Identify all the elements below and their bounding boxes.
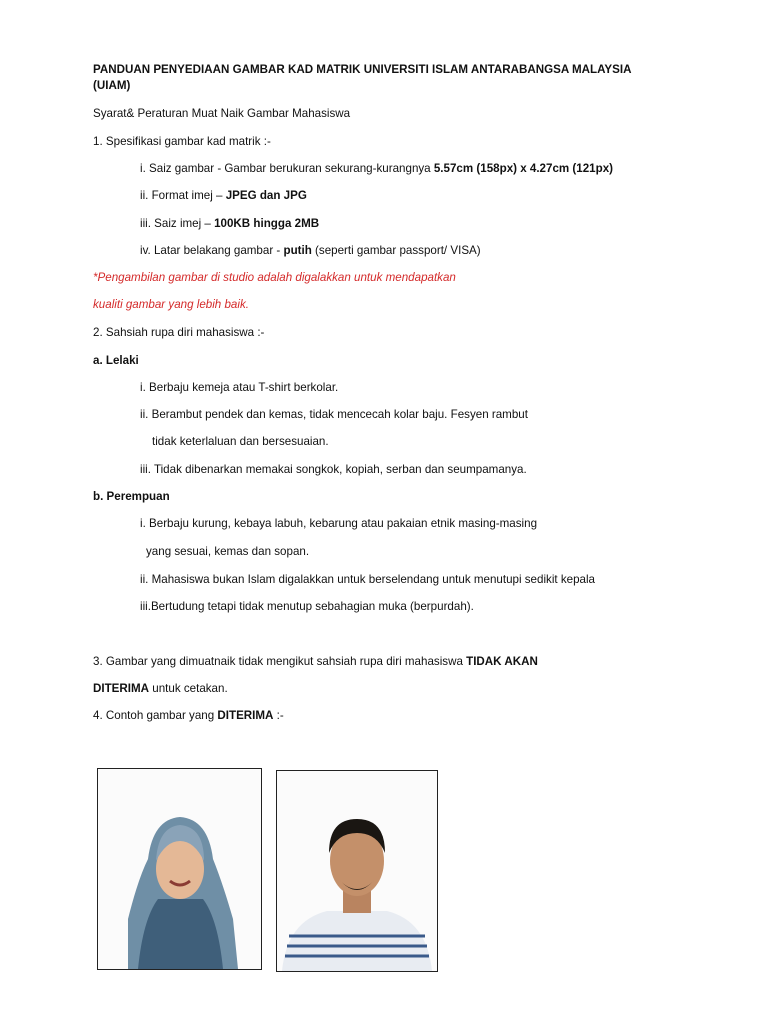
male-rule-2-cont: tidak keterlaluan dan bersesuaian. [152,435,329,448]
spec-format [140,189,307,203]
male-rule-2: ii. Berambut pendek dan kemas, tidak mencecah kolar baju. Fesyen rambut [140,408,528,421]
studio-note: *Pengambilan gambar di studio adalah digalakkan untuk mendapatkan [93,271,456,284]
text: iv. Latar belakang gambar - [140,244,284,257]
text: (seperti gambar passport/ VISA) [311,244,481,257]
text: 4. Contoh gambar yang [93,709,218,722]
male-rule-3: iii. Tidak dibenarkan memakai songkok, kopiah, serban dan seumpamanya. [140,463,527,476]
section-3-cont [93,682,228,696]
text-bold: JPEG dan JPG [225,189,307,202]
male-heading: a. Lelaki [93,354,139,367]
section-3 [93,655,538,669]
section-2-heading: 2. Sahsiah rupa diri mahasiswa :- [93,326,265,339]
female-rule-3: iii.Bertudung tetapi tidak menutup sebahagian muka (berpurdah). [140,600,474,613]
section-1-heading: 1. Spesifikasi gambar kad matrik :- [93,135,271,148]
text: :- [273,709,284,722]
sample-photo-male [276,770,438,972]
text-bold: 100KB hingga 2MB [214,217,320,230]
female-heading: b. Perempuan [93,490,170,503]
female-portrait-image [98,769,261,969]
female-rule-1: i. Berbaju kurung, kebaya labuh, kebarung atau pakaian etnik masing-masing [140,517,538,530]
section-4 [93,709,284,723]
doc-title: PANDUAN PENYEDIAAN GAMBAR KAD MATRIK UNIVERSITI ISLAM ANTARABANGSA MALAYSIA [93,63,632,76]
text-bold: DITERIMA [93,682,150,695]
male-portrait-image [277,771,437,971]
spec-filesize [140,217,319,231]
text-bold: putih [283,244,312,257]
male-rule-1: i. Berbaju kemeja atau T-shirt berkolar. [140,381,339,394]
text: untuk cetakan. [149,682,228,695]
spec-size [140,162,613,176]
text: ii. Format imej – [140,189,226,202]
subtitle: Syarat& Peraturan Muat Naik Gambar Mahasiswa [93,107,351,120]
text-bold: DITERIMA [217,709,274,722]
text-bold: 5.57cm (158px) x 4.27cm (121px) [433,162,614,175]
doc-title-cont: (UIAM) [93,79,131,92]
studio-note-cont: kualiti gambar yang lebih baik. [93,298,249,311]
female-rule-2: ii. Mahasiswa bukan Islam digalakkan untuk berselendang untuk menutupi sedikit kepala [140,573,596,586]
text: iii. Saiz imej – [140,217,215,230]
spec-background [140,244,481,258]
sample-photo-female [97,768,262,970]
female-rule-1-cont: yang sesuai, kemas dan sopan. [146,545,310,558]
text-bold: TIDAK AKAN [466,655,538,668]
text: i. Saiz gambar - Gambar berukuran sekurang-kurangnya [140,162,434,175]
text: 3. Gambar yang dimuatnaik tidak mengikut sahsiah rupa diri mahasiswa [93,655,467,668]
